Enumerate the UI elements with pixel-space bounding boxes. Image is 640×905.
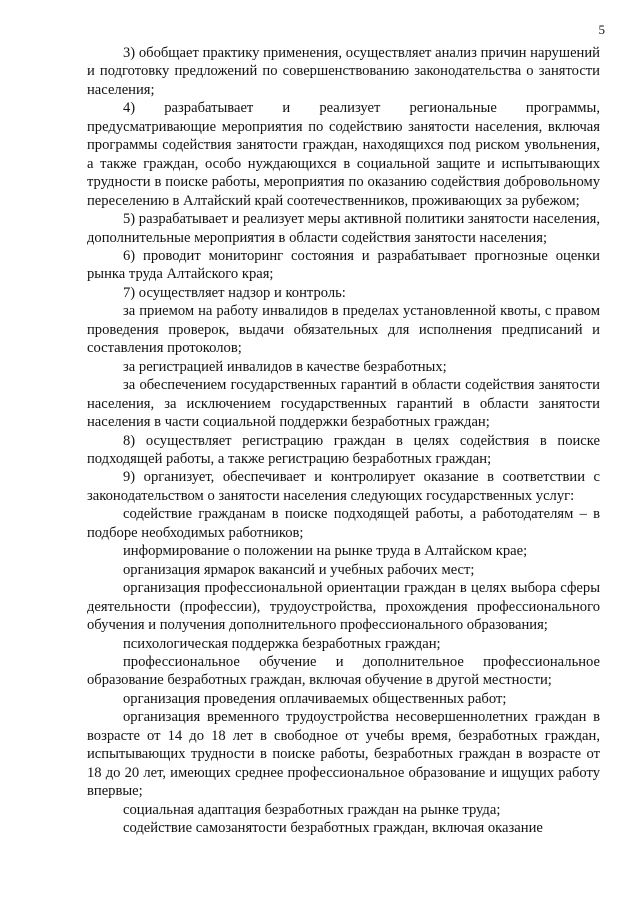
service-job-search: содействие гражданам в поиске подходящей работы, а работодателям – в подборе необходимых работников; <box>87 506 600 541</box>
service-labor-market-info: информирование о положении на рынке труда в Алтайском крае; <box>123 543 528 560</box>
document-body <box>87 44 600 837</box>
service-self-employment: содействие самозанятости безработных граждан, включая оказание <box>123 820 543 837</box>
service-job-fairs: организация ярмарок вакансий и учебных рабочих мест; <box>123 561 475 578</box>
paragraph-4: 4) разрабатывает и реализует региональные программы, предусматривающие мероприятия по содействию занятости населения, включая программы содействия занятости граждан, находящихся под риском увольнения, а также граждан, особо нуждающихся в социальной защите и испытывающих трудности в поиске работы, мероприятия по оказанию содействия добровольному переселению в Алтайский край соотечественников, проживающих за рубежом; <box>87 100 600 209</box>
paragraph-6: 6) проводит мониторинг состояния и разрабатывает прогнозные оценки рынка труда Алтайского края; <box>87 247 600 283</box>
service-psychological-support: психологическая поддержка безработных граждан; <box>123 635 441 652</box>
service-vocational-training: профессиональное обучение и дополнительное профессиональное образование безработных граждан, включая обучение в другой местности; <box>87 653 600 689</box>
paragraph-8: 8) осуществляет регистрацию граждан в целях содействия в поиске подходящей работы, а также регистрацию безработных граждан; <box>87 432 600 467</box>
service-public-works: организация проведения оплачиваемых общественных работ; <box>123 690 507 707</box>
page-number: 5 <box>598 22 605 37</box>
paragraph-7-item-registration: за регистрацией инвалидов в качестве безработных; <box>123 358 447 375</box>
paragraph-9: 9) организует, обеспечивает и контролирует оказание в соответствии с законодательством о занятости населения следующих государственных услуг: <box>87 469 600 504</box>
paragraph-7-item-quota: за приемом на работу инвалидов в пределах установленной квоты, с правом проведения проверок, выдачи обязательных для исполнения предписаний и составления протоколов; <box>87 303 600 357</box>
service-career-guidance: организация профессиональной ориентации граждан в целях выбора сферы деятельности (профессии), трудоустройства, прохождения профессионального обучения и получения дополнительного профессионального образования; <box>87 580 600 634</box>
paragraph-5: 5) разрабатывает и реализует меры активной политики занятости населения, дополнительные мероприятия в области содействия занятости населения; <box>87 211 600 246</box>
paragraph-7-item-guarantees: за обеспечением государственных гарантий в области содействия занятости населения, за исключением государственных гарантий в области занятости населения в части социальной поддержки безработных граждан; <box>87 377 600 431</box>
service-social-adaptation: социальная адаптация безработных граждан на рынке труда; <box>123 801 501 818</box>
service-temporary-employment: организация временного трудоустройства несовершеннолетних граждан в возрасте от 14 до 18 лет в свободное от учебы время, безработных граждан, испытывающих трудности в поиске работы, безработных граждан в возрасте от 18 до 20 лет, имеющих среднее профессиональное образование и ищущих работу впервые; <box>87 709 600 800</box>
paragraph-3: 3) обобщает практику применения, осуществляет анализ причин нарушений и подготовку предложений по совершенствованию законодательства о занятости населения; <box>87 45 600 98</box>
paragraph-7: 7) осуществляет надзор и контроль: <box>123 284 346 301</box>
